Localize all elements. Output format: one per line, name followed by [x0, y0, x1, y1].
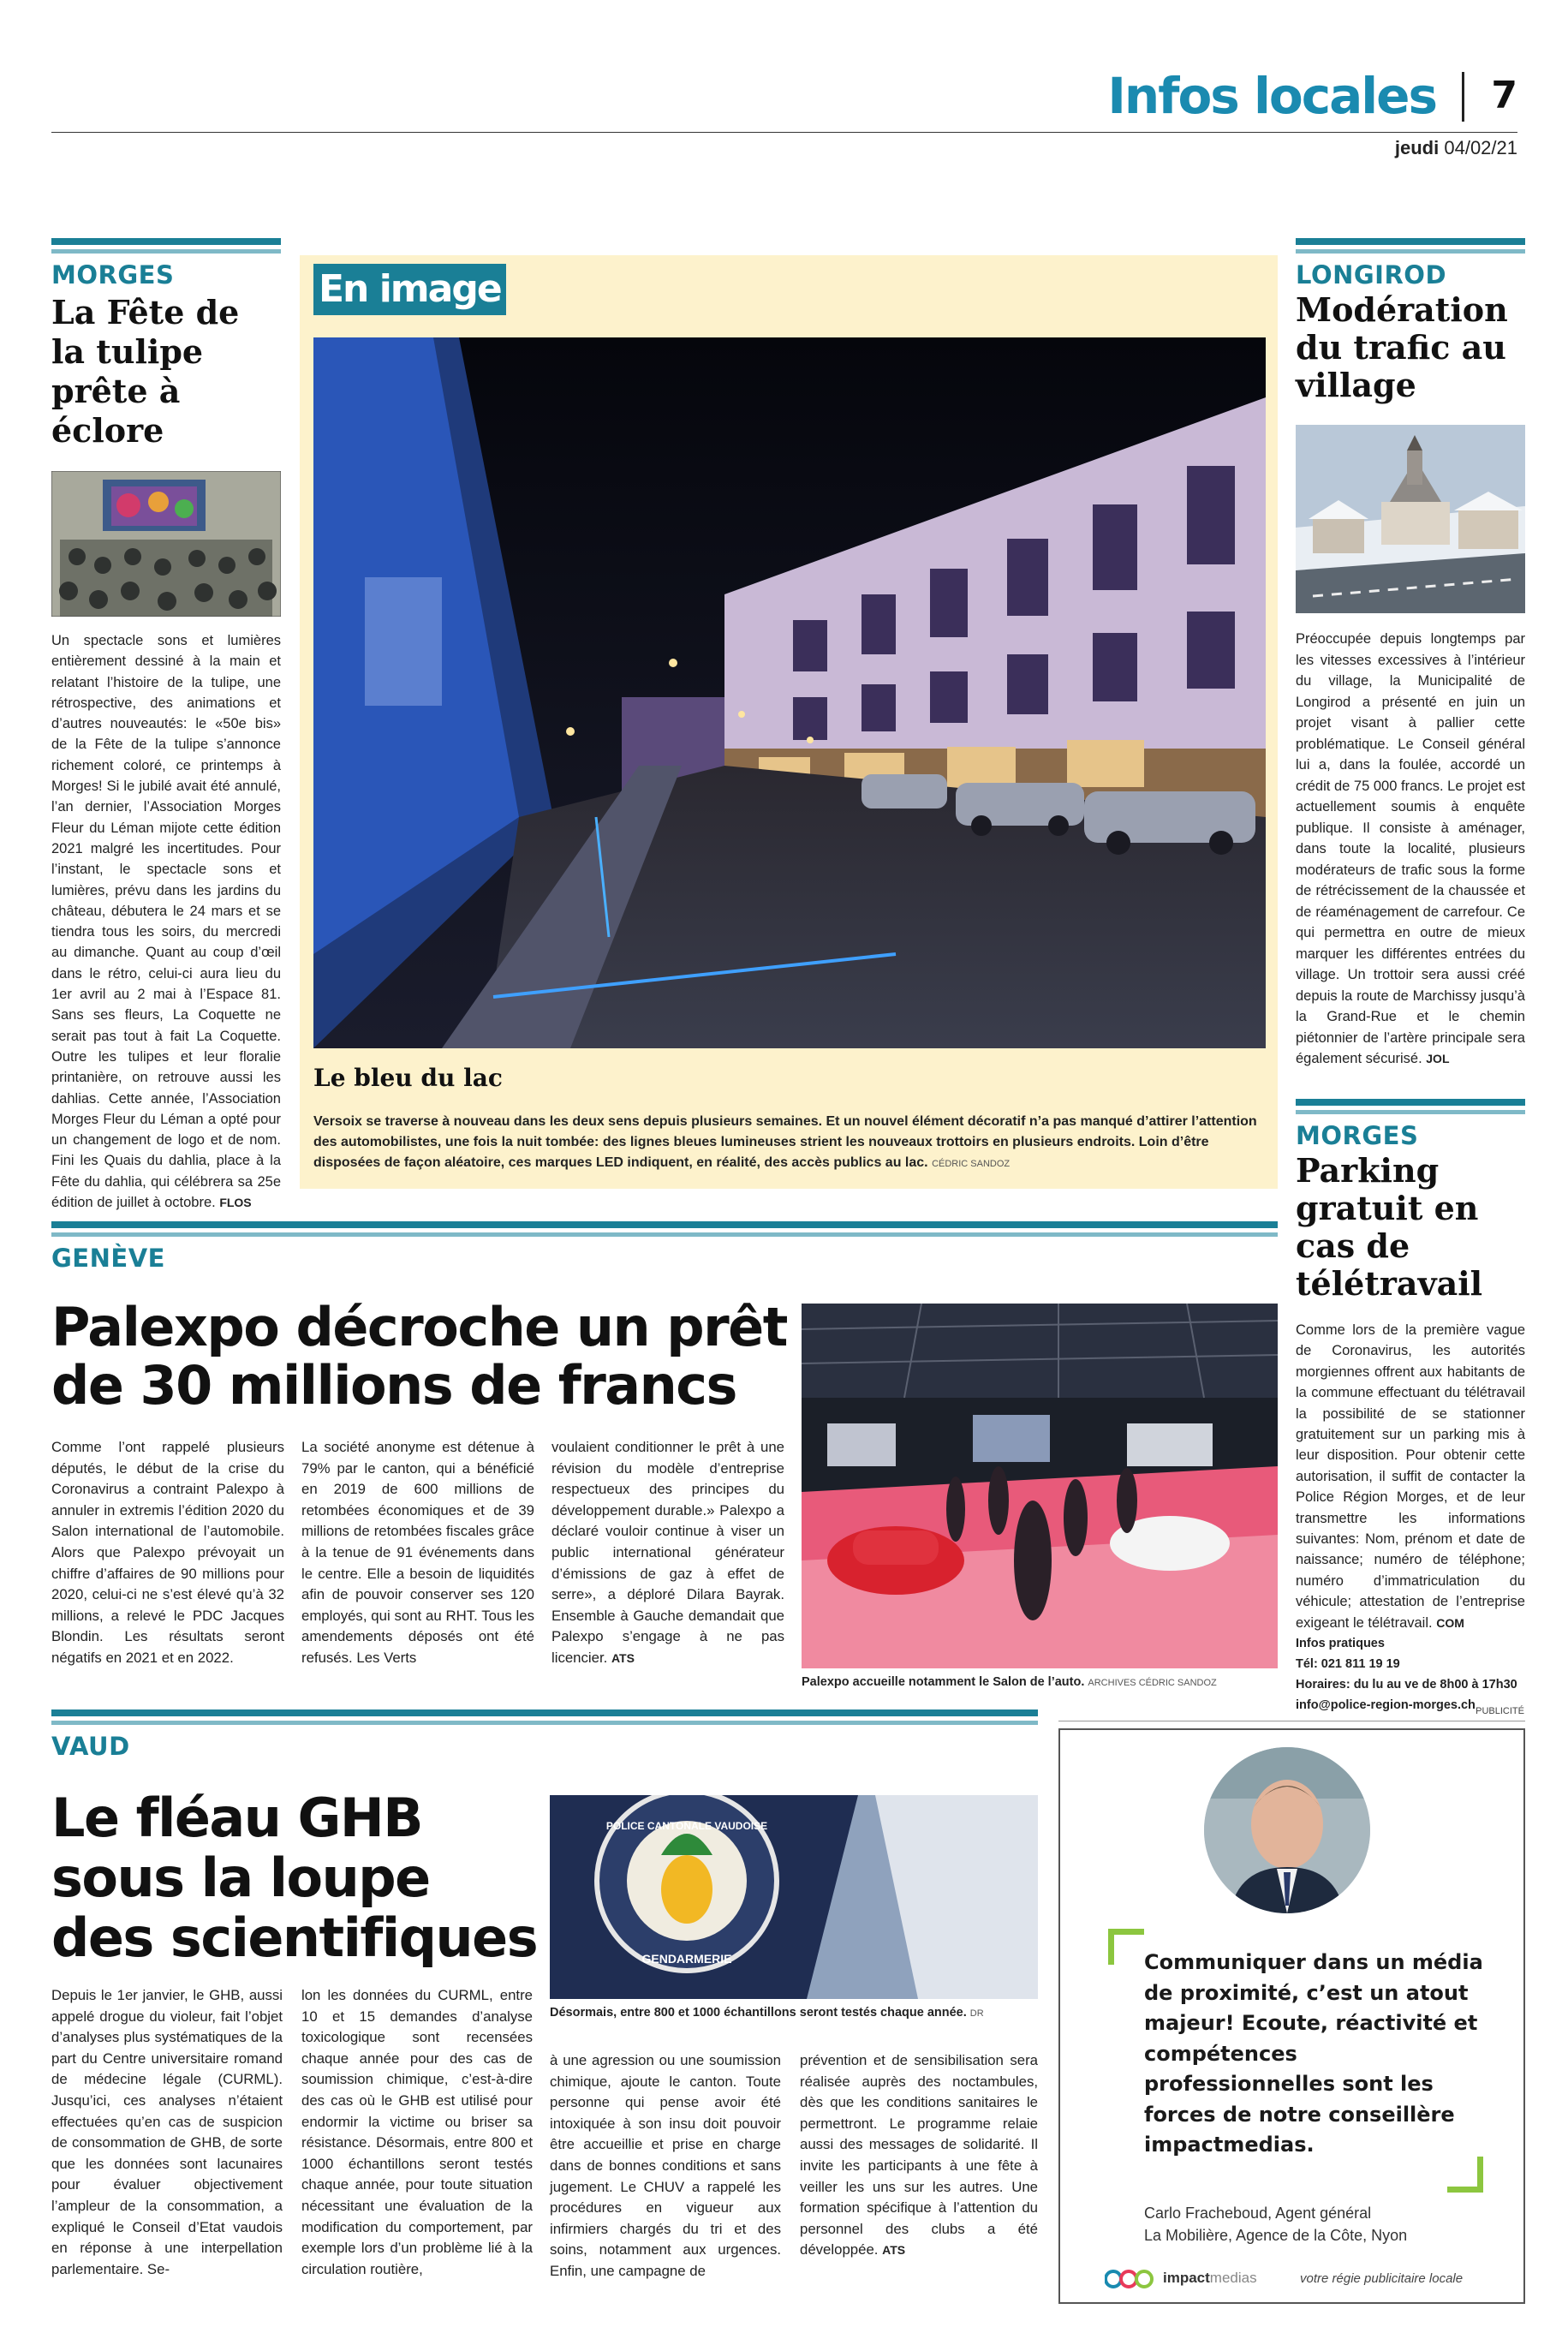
publicite-label: PUBLICITÉ: [1476, 1706, 1524, 1716]
snow-village-drawing: [1296, 425, 1525, 613]
section-bar: [51, 238, 281, 245]
issue-date: [1395, 137, 1517, 159]
page-number: 7: [1491, 74, 1517, 117]
badge-top-text: POLICE CANTONALE VAUDOISE: [605, 1820, 768, 1832]
section-label: MORGES: [1296, 1121, 1419, 1150]
section-bar-thin: [51, 1721, 1038, 1725]
info-title: Infos pratiques: [1296, 1637, 1385, 1651]
headline: Palexpo décroche un prêt de 30 millions de francs: [51, 1296, 787, 1417]
column-3-text: voulaient conditionner le prêt à une révision du modèle d’entreprise respectueux des principes du développement durable.» Palexpo a déclaré vouloir continue à viser un public international générateur d’émissions de gaz à effet de serre», a déploré Dilara Bayrak. Ensemble à Gauche demandait que Palexpo s’engage à ne pas licencier.: [551, 1439, 784, 1666]
article-tulipe: [51, 238, 281, 1213]
versoix-street-photo: [313, 337, 1266, 1048]
impactmedias-logo: [1105, 2266, 1156, 2292]
headline: Modération du trafic au village: [1296, 290, 1508, 404]
section-bar-thin: [1296, 249, 1525, 254]
column-1-text: Depuis le 1er janvier, le GHB, aussi appelé drogue du violeur, fait l’objet d’analyses plus systématiques de la part du Centre universitaire romand de médecine légale (CURML). Jusqu’ici, ces analyses n’étaient effectuées qu’en cas de suspicion de consommation de GHB, de sorte que les données sont lacunaires pour évaluer objectivement l’ampleur de la consommation, a expliqué le Conseil d’Etat vaudois en réponse à une interpellation parlementaire. Se-: [51, 1987, 283, 2277]
palexpo-photo: [802, 1304, 1278, 1668]
tulipe-illustration: [51, 471, 281, 617]
section-bar: [51, 1709, 1038, 1716]
photo-credit: CÉDRIC SANDOZ: [932, 1159, 1011, 1169]
section-label: LONGIROD: [1296, 260, 1447, 289]
column-1: [51, 1985, 283, 2280]
column-4: [800, 2050, 1038, 2261]
portrait-drawing: [1204, 1747, 1370, 1913]
signature: JOL: [1426, 1052, 1450, 1065]
section-bar-thin: [51, 249, 281, 254]
column-1-text: Comme l’ont rappelé plusieurs députés, le début de la crise du Coronavirus a contraint Palexpo à annuler in extremis l’édition 2020 du Salon international de l’automobile. Alors que Palexpo prévoyait un chiffre d’affaires de 90 millions pour 2020, celui-ci ne s’est élevé qu’à 32 millions, a relevé le PDC Jacques Blondin. Les résultats seront négatifs en 2021 et en 2022.: [51, 1439, 284, 1666]
signature: ATS: [882, 2243, 906, 2258]
ad-tagline: votre régie publicitaire locale: [1300, 2271, 1464, 2286]
en-image-label: En image: [313, 264, 506, 315]
body-text: Un spectacle sons et lumières entièrement dessiné à la main et relatant l’histoire de la tulipe, une rétrospective, des animations et d’autres nouveautés: le «50e bis» de la Fête de la tulipe s’annonce richement coloré, ce printemps à Morges! Si le jubilé avait été annulé, l’an dernier, l’Association Morges Fleur du Léman mijote cette édition 2021 malgré les incertitudes. Pour l’instant, le spectacle sons et lumières, prévu dans les jardins du château, débutera le 24 mars et se tiendra tous les soirs, du mercredi au dimanche. Quant au coup d’œil dans le rétro, celui-ci aura lieu du 1er avril au 2 mai à l’Espace 81. Sans ses fleurs, La Coquette ne serait pas tout à fait La Coquette. Outre les tulipes et leur floralie printanière, on retrouve aussi les dahlias. Cette année, l’Association Morges Fleur du Léman a opté pour un changement de logo et de nom. Fini les Quais du dahlia, place à la Fête du dahlia, qui célébrera sa 25e édition de juillet à octobre.: [51, 633, 281, 1211]
badge-bottom-text: GENDARMERIE: [641, 1952, 732, 1966]
advisor-photo: [1204, 1747, 1370, 1913]
caption-text: Palexpo accueille notamment le Salon de l’auto.: [802, 1675, 1085, 1689]
article-longirod: [1296, 238, 1525, 1070]
article-body: [1296, 629, 1525, 1070]
photo-credit: DR: [969, 2008, 984, 2019]
photo-caption: [313, 1112, 1266, 1174]
signature: COM: [1436, 1615, 1464, 1630]
column-2: [301, 1985, 533, 2280]
section-label: GENÈVE: [51, 1244, 165, 1273]
photo-caption: [802, 1675, 1278, 1689]
night-street-drawing: [313, 337, 1266, 1048]
issue-day: jeudi: [1394, 137, 1440, 158]
body-text: Comme lors de la première vague de Coronavirus, les autorités morgiennes offrent aux habitants de la commune effectuant du télétravail la possibilité de se stationner gratuitement sur un parking mis à leur disposition. Pour obtenir cette autorisation, il suffit de contacter la Police Région Morges, et de leur transmettre les informations suivantes: Nom, prénom et date de naissance; numéro de téléphone; numéro d’immatriculation du véhicule; attestation de l’entreprise exigeant le télétravail.: [1296, 1322, 1525, 1631]
info-email: info@police-region-morges.ch: [1296, 1698, 1476, 1713]
bracket-top-left: [1108, 1929, 1144, 1965]
column-2-text: La société anonyme est détenue à 79% par le canton, qui a bénéficié en 2019 de 600 millions de retombées économiques et de 39 millions de retombées fiscales grâce à la tenue de 91 événements dans le centre. Elle a besoin de liquidités afin de pouvoir conserver ses 120 employés, qui sont au RHT. Tous les amendements déposés ont été refusés. Les Verts: [301, 1439, 534, 1666]
section-label: VAUD: [51, 1732, 130, 1761]
police-badge-photo: [550, 1795, 1038, 1999]
practical-info: [1296, 1633, 1525, 1715]
photo-title: Le bleu du lac: [313, 1064, 503, 1092]
brand-name: [1163, 2270, 1257, 2287]
column-2: [301, 1437, 534, 1669]
headline: Le fléau GHB sous la loupe des scientifiques: [51, 1787, 538, 1969]
longirod-village-photo: [1296, 425, 1525, 613]
en-image-box: [300, 255, 1278, 1189]
headline: La Fête de la tulipe prête à éclore: [51, 293, 240, 450]
page-header: [51, 67, 1517, 161]
headline: Parking gratuit en cas de télétravail: [1296, 1151, 1483, 1303]
column-2-text: lon les données du CURML, entre 10 et 15 demandes d’analyse toxicologique sont recensées chaque année pour des cas de soumission chimique, c’est-à-dire des cas où le GHB est utilisé pour endormir la victime ou briser sa résistance. Désormais, entre 800 et 1000 échantillons seront testés chaque année, pour toute situation nécessitant une évaluation de la modification du comportement, par exemple lors d’un problème lié à la circulation routière,: [301, 1987, 533, 2277]
header-rule: [51, 132, 1517, 133]
section-bar-thin: [1296, 1110, 1525, 1114]
column-3: [551, 1437, 784, 1669]
bracket-bottom-right: [1447, 2157, 1483, 2193]
ad-quote: Communiquer dans un média de proximité, c’est un atout majeur! Ecoute, réactivité et compétences professionnelles sont les forces de notre conseillère impactmedias.: [1144, 1950, 1483, 2157]
brand-medias: medias: [1209, 2270, 1257, 2286]
section-bar: [1296, 1099, 1525, 1106]
column-4-text: prévention et de sensibilisation sera réalisée auprès des noctambules, dès que les conditions sanitaires le permettront. Le programme relaie aussi des messages de solidarité. Il invite les participants à une fête à veiller les uns sur les autres. Une formation spécifique à l’attention du personnel des clubs a été développée.: [800, 2052, 1038, 2258]
column-3: [550, 2050, 781, 2282]
issue-date-value: 04/02/21: [1444, 137, 1517, 158]
tulipe-drawing: [51, 471, 281, 617]
car-show-drawing: [802, 1304, 1278, 1668]
impactmedias-ad: [1058, 1728, 1525, 2304]
photo-caption: [550, 2006, 1038, 2020]
section-bar: [1296, 238, 1525, 245]
section-bar: [51, 1221, 1278, 1228]
article-vaud: [51, 1709, 1038, 2309]
body-text: Préoccupée depuis longtemps par les vitesses excessives à l’intérieur du village, la Municipalité de Longirod a présenté en juin un projet visant à pallier cette problématique. Le Conseil général lui a, dans la foulée, accordé un crédit de 75 000 francs. Le projet est actuellement soumis à enquête publique. Il consiste à aménager, dans toute la localité, plusieurs modérateurs de trafic sous la forme de rétrécissement de la chaussée et de réaménagement de carrefour. Ce qui permettra en outre de mieux marquer les différentes entrées du village. Un trottoir sera aussi créé depuis la route de Marchissy jusqu’à la Grand-Rue et le chemin piétonnier de l’artère principale sera également sécurisé.: [1296, 631, 1525, 1066]
signature: ATS: [611, 1650, 635, 1665]
section-bar-thin: [51, 1232, 1278, 1237]
caption-text: Désormais, entre 800 et 1000 échantillons seront testés chaque année.: [550, 2006, 967, 2020]
article-body: [1296, 1320, 1525, 1633]
section-label: MORGES: [51, 260, 175, 289]
article-geneve: [51, 1221, 1278, 1689]
signature: FLOS: [219, 1196, 252, 1210]
photo-credit: ARCHIVES CÉDRIC SANDOZ: [1088, 1678, 1217, 1688]
column-1: [51, 1437, 284, 1669]
info-hours: Horaires: du lu au ve de 8h00 à 17h30: [1296, 1678, 1517, 1692]
person-name: Carlo Fracheboud, Agent général: [1144, 2205, 1372, 2222]
header-divider: [1462, 72, 1464, 122]
info-phone: Tél: 021 811 19 19: [1296, 1657, 1400, 1672]
article-body: [51, 630, 281, 1213]
logo-circles-icon: [1105, 2266, 1156, 2292]
badge-drawing: [550, 1795, 1038, 1999]
article-parking: [1296, 1099, 1525, 1715]
person-org: La Mobilière, Agence de la Côte, Nyon: [1144, 2227, 1408, 2244]
caption-text: Versoix se traverse à nouveau dans les deux sens depuis plusieurs semaines. Et un nouvel élément décoratif n’a pas manqué d’attirer l’attention des automobilistes, une fois la nuit tombée: des lignes bleues lumineuses strient les nouveaux trottoirs en plusieurs endroits. Loin d’être disposées de façon aléatoire, ces marques LED indiquent, en réalité, des accès publics au lac.: [313, 1114, 1257, 1170]
column-3-text: à une agression ou une soumission chimique, ajoute le canton. Toute personne qui pense avoir été intoxiquée à son insu doit pouvoir être accueillie et prise en charge dans de bonnes conditions et sans jugement. Le CHUV a rappelé les procédures en vigueur aux infirmiers chargés du tri et des soins, notamment aux urgences. Enfin, une campagne de: [550, 2052, 781, 2279]
brand-impact: impact: [1163, 2270, 1210, 2286]
section-title: Infos locales: [1107, 67, 1436, 125]
